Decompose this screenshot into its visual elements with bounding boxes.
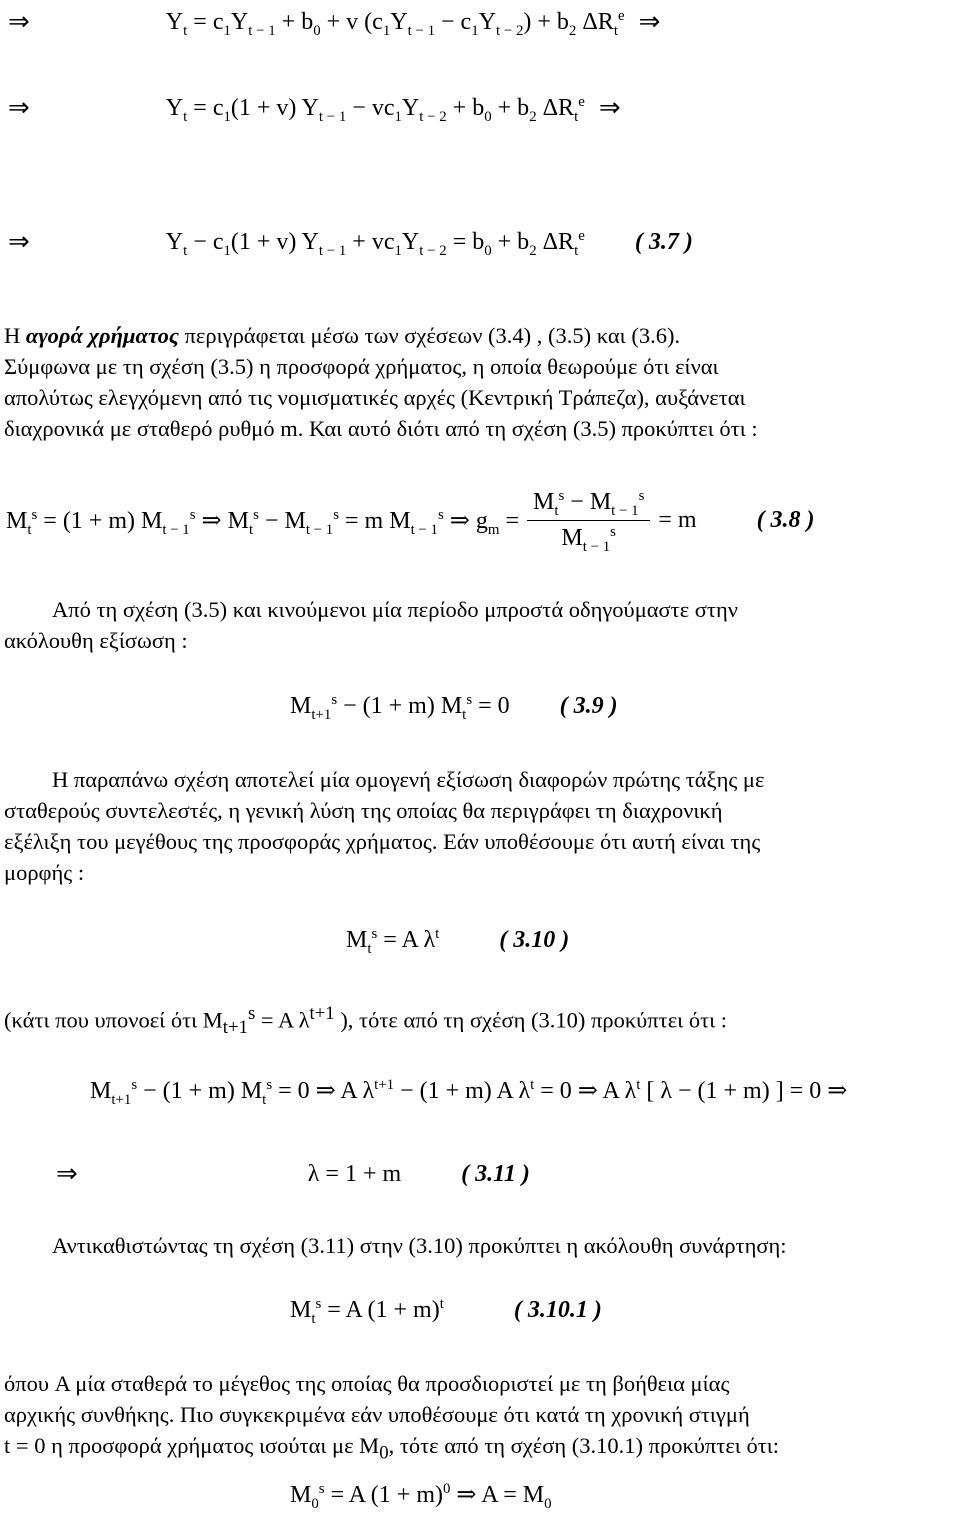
equation-1: $Y_t = c_1Y_{t - 1} + b_0 + v$ $(c_1Y_{t - 1} - c_1Y_{t - 2}) + b_2$ $\Delta R_t^e$	[165, 7, 625, 39]
equation-2-row	[0, 90, 960, 126]
text-line: διαχρονικά με σταθερό ρυθμό m. Και αυτό διότι από τη σχέση (3.5) προκύπτει ότι :	[4, 416, 758, 441]
equation-label-3-9: ( 3.9 )	[559, 692, 618, 719]
equation-label-3-8: ( 3.8 )	[756, 506, 815, 533]
equation-3-8-row	[0, 480, 960, 560]
text-line: Σύμφωνα με τη σχέση (3.5) η προσφορά χρήματος, η οποία θεωρούμε ότι είναι	[4, 354, 719, 379]
paragraph-implication	[4, 998, 956, 1043]
text-line: t = 0 η προσφορά χρήματος ισούται με $M_0$, τότε από τη σχέση (3.10.1) προκύπτει ότι:	[4, 1433, 780, 1464]
equation-3-11: λ = 1 + m	[307, 1160, 402, 1187]
paragraph-initial-condition	[4, 1368, 956, 1469]
equation-3-11-row	[0, 1154, 960, 1194]
paragraph-forward-period	[4, 594, 956, 656]
text-line: όπου A μία σταθερά το μέγεθος της οποίας θα προσδιοριστεί με τη βοήθεια μίας	[4, 1371, 730, 1396]
text-line: (κάτι που υπονοεί ότι $M_{t+1}^s = A$ $\lambda^{t+1}$ ), τότε από τη σχέση (3.10) προκύπτει ότι :	[4, 1003, 728, 1038]
text-line: Από τη σχέση (3.5) και κινούμενοι μία περίοδο μπροστά οδηγούμαστε στην	[52, 597, 738, 622]
equation-2: $Y_t = c_1(1 + v) Y_{t - 1} - vc_1Y_{t - 2} + b_0 + b_2$ $\Delta R_t^e$	[165, 93, 585, 125]
implies-arrow-icon: ⇒	[598, 93, 621, 123]
paragraph-difference-equation	[4, 764, 956, 888]
implies-arrow-icon: ⇒	[8, 227, 30, 257]
equation-3-10-row	[0, 920, 960, 960]
text-line: εξέλιξη του μεγέθους της προσφοράς χρήματος. Εάν υποθέσουμε ότι αυτή είναι της	[4, 829, 761, 854]
text-line: ακόλουθη εξίσωση :	[4, 628, 188, 653]
text-line: Αντικαθιστώντας τη σχέση (3.11) στην (3.10) προκύπτει η ακόλουθη συνάρτηση:	[52, 1233, 787, 1258]
equation-label-3-10: ( 3.10 )	[499, 926, 570, 953]
implies-arrow-icon: ⇒	[8, 7, 30, 37]
fraction-numerator: $M_t^s - M_{t - 1}^s$	[527, 489, 650, 521]
text-line: απολύτως ελεγχόμενη από τις νομισματικές αρχές (Κεντρική Τράπεζα), αυξάνεται	[4, 385, 746, 410]
equation-derivation-row	[0, 1068, 960, 1112]
equation-3-10-1-row	[0, 1290, 960, 1330]
equation-3-8-right: = m	[658, 506, 697, 533]
equation-initial-condition: $M_0^s = A$ $(1 + m)^0$ ⇒ $A = M_0$	[290, 1480, 552, 1512]
growth-rate-fraction	[527, 487, 650, 555]
paragraph-substitution	[52, 1230, 956, 1261]
equation-3-7: $Y_t - c_1(1 + v) Y_{t - 1} + vc_1Y_{t - 2} = b_0 + b_2$ $\Delta R_t^e$	[165, 227, 585, 259]
text-line: Η παραπάνω σχέση αποτελεί μία ομογενή εξίσωση διαφορών πρώτης τάξης με	[52, 767, 765, 792]
equation-3-9: $M_{t+1}^s - (1 + m) M_t^s = 0$	[290, 691, 510, 723]
equation-label-3-11: ( 3.11 )	[461, 1160, 530, 1187]
implies-arrow-icon: ⇒	[56, 1159, 78, 1189]
text-line: μορφής :	[4, 860, 85, 885]
equation-3-10: $M_t^s = A$ $\lambda^t$	[346, 925, 440, 957]
equation-1-row	[0, 4, 960, 40]
text-line: αρχικής συνθήκης. Πιο συγκεκριμένα εάν υποθέσουμε ότι κατά τη χρονική στιγμή	[4, 1402, 750, 1427]
equation-3-10-1: $M_t^s = A$ $(1 + m)^t$	[290, 1295, 444, 1327]
equation-3-7-row	[0, 224, 960, 260]
implies-arrow-icon: ⇒	[8, 93, 30, 123]
text-line: σταθερούς συντελεστές, η γενική λύση της οποίας θα περιγράφει τη διαχρονική	[4, 798, 723, 823]
equation-final-row	[0, 1474, 960, 1514]
equation-label-3-10-1: ( 3.10.1 )	[513, 1296, 602, 1323]
equation-3-9-row	[0, 686, 960, 726]
equation-label-3-7: ( 3.7 )	[634, 228, 693, 255]
equation-3-8-left: $M_t^s = (1 + m)$ $M_{t - 1}^s$ ⇒ $M_t^s - M_{t - 1}^s = m$ $M_{t - 1}^s$ ⇒ $g_m$ =	[6, 506, 519, 538]
paragraph-money-market	[4, 320, 956, 444]
implies-arrow-icon: ⇒	[638, 7, 661, 37]
fraction-denominator: $M_{t - 1}^s$	[561, 523, 616, 555]
text-line: Η αγορά χρήματος περιγράφεται μέσω των σχέσεων (3.4) , (3.5) και (3.6).	[4, 323, 681, 348]
equation-derivation: $M_{t+1}^s - (1 + m) M_t^s = 0$ ⇒ A $\lambda^{t+1} - (1 + m)$ A $\lambda^t = 0$ ⇒ A $\lambda^t$ [ λ − (1 + m) ] = 0 ⇒	[90, 1076, 848, 1108]
